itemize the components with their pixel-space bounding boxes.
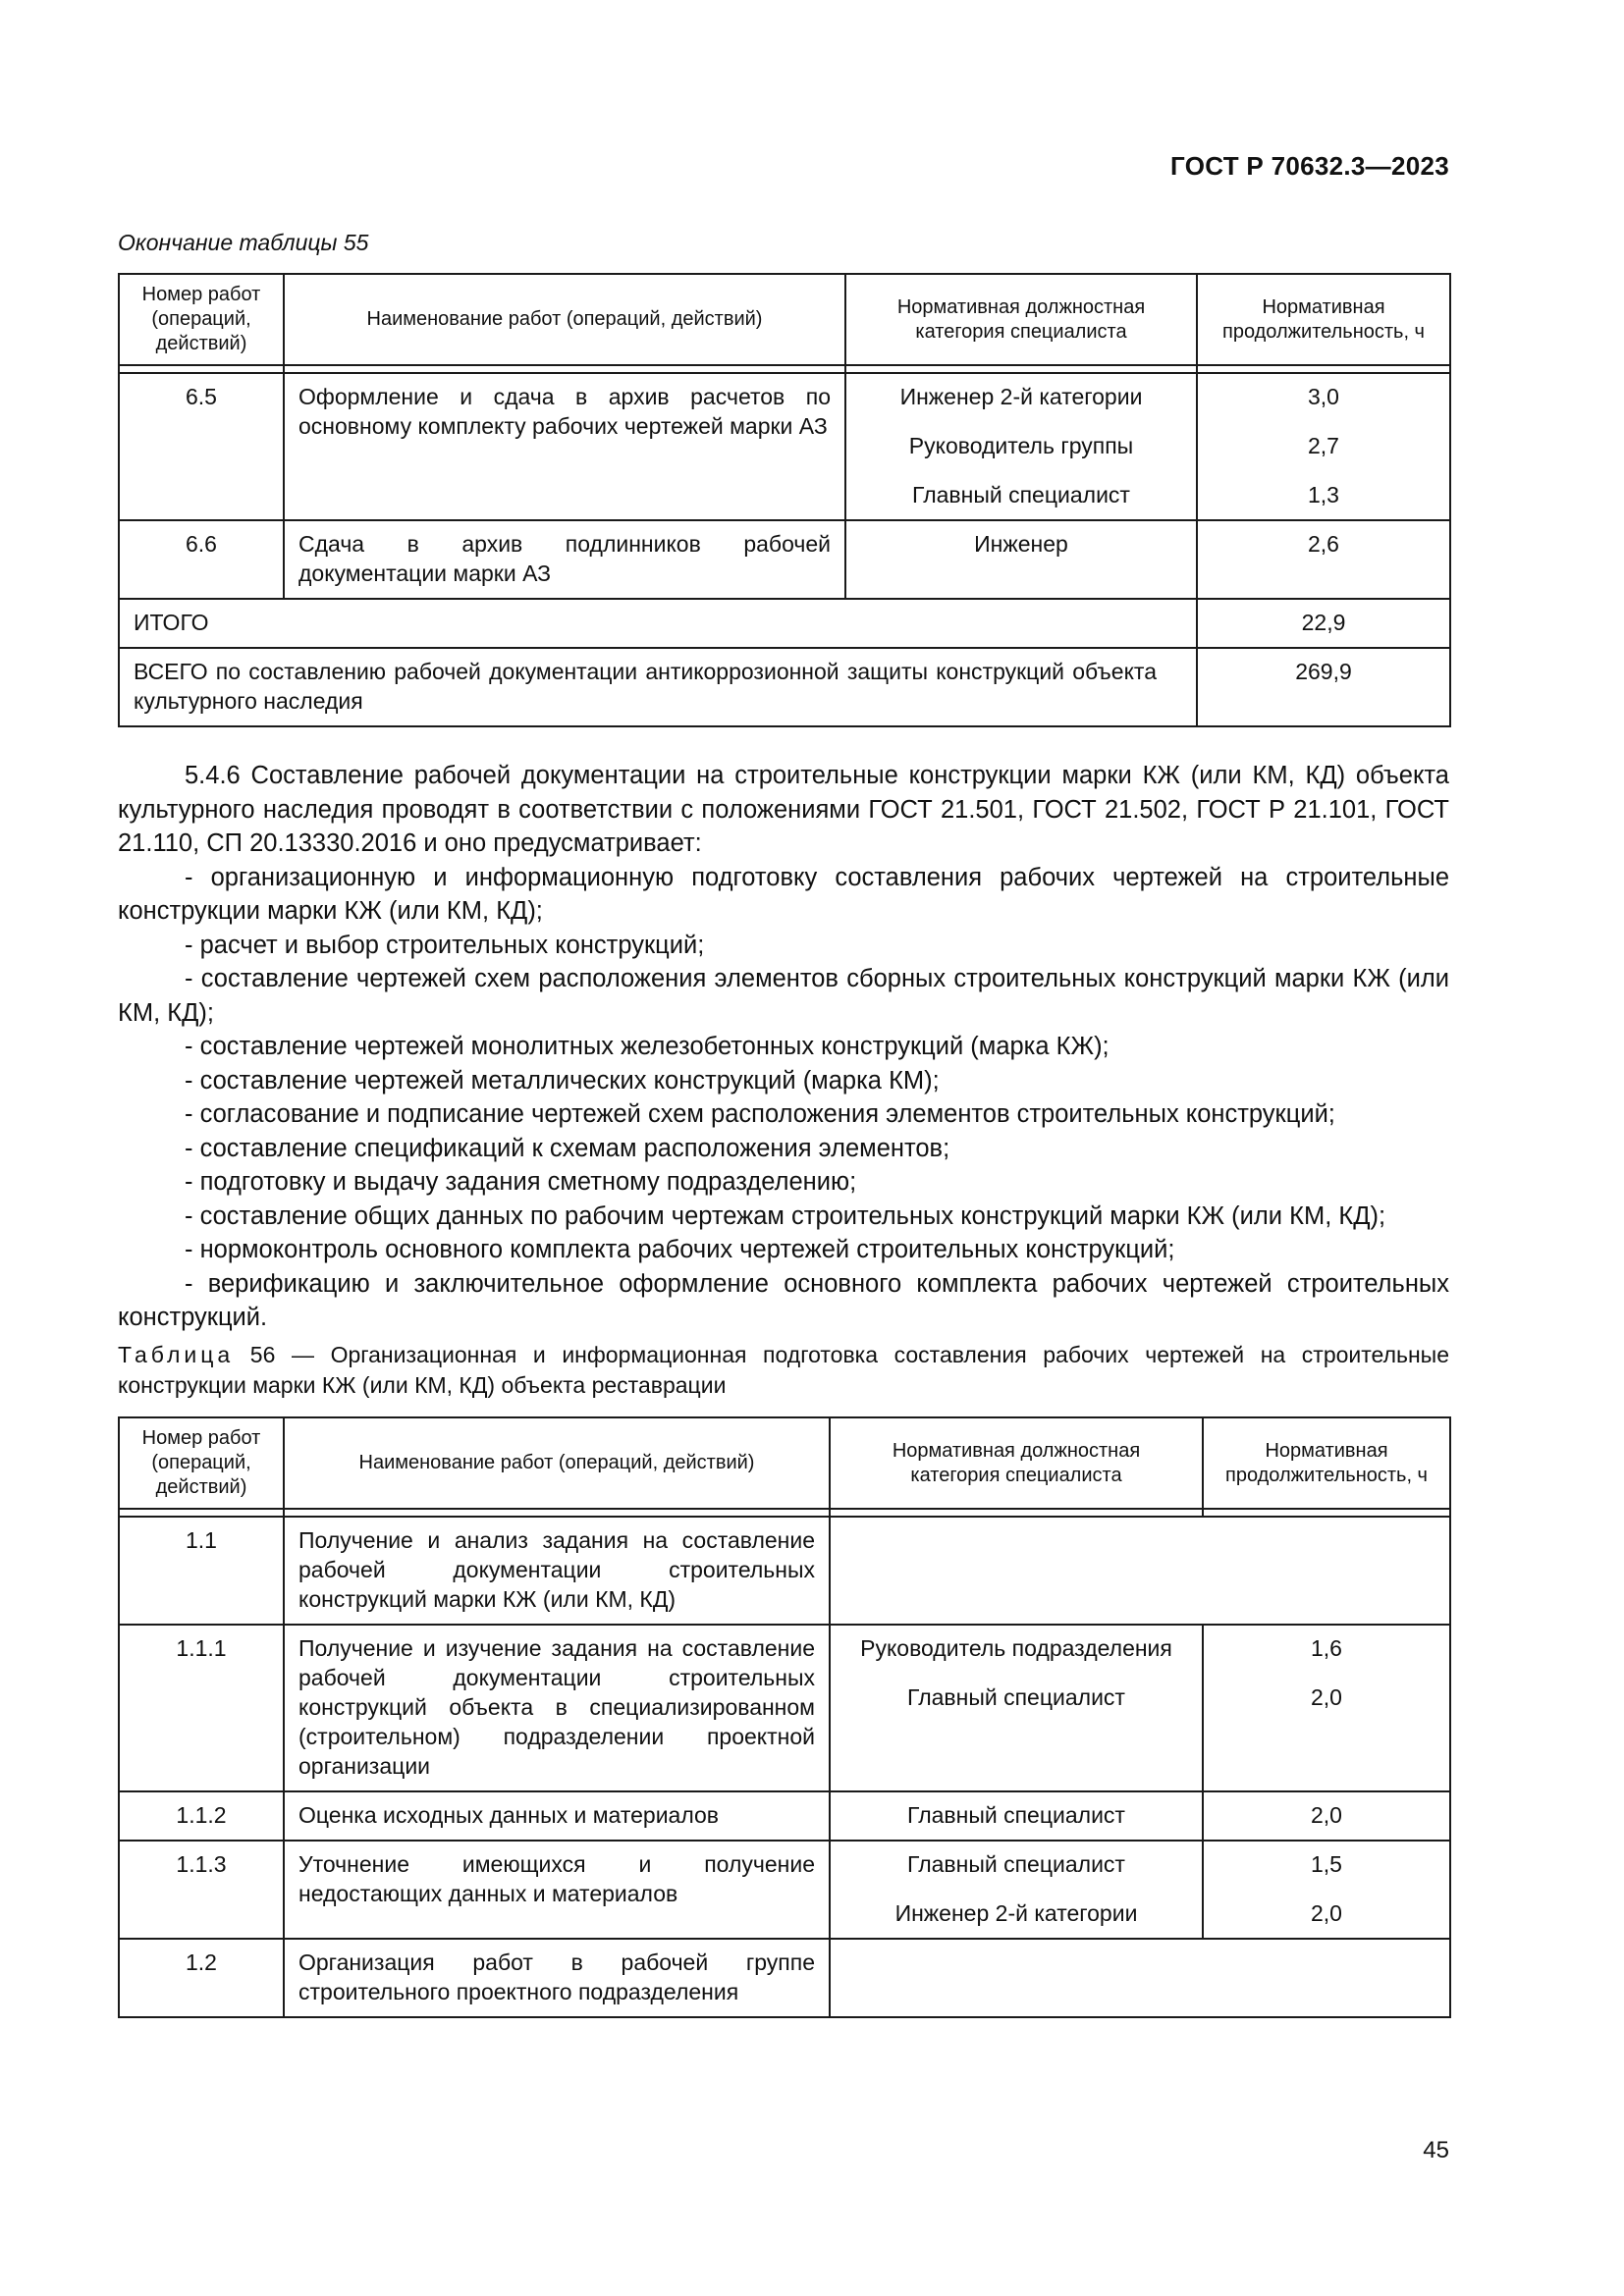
- table-row: [119, 1841, 1450, 1939]
- work-name: Организация работ в рабочей группе строительного проектного подразделения: [284, 1939, 830, 2017]
- table-55: [118, 273, 1451, 727]
- duration: 2,0: [1203, 1791, 1450, 1841]
- table-row: [119, 1625, 1450, 1791]
- work-number: 1.1.3: [119, 1841, 284, 1939]
- category-value: Инженер 2-й категории: [894, 1900, 1138, 1926]
- table-row: [119, 520, 1450, 599]
- table56-caption-label: Таблица: [118, 1342, 235, 1367]
- total-row: [119, 599, 1450, 648]
- work-name: Получение и анализ задания на составление рабочей документации строительных конструкций марки КЖ (или КМ, КД): [284, 1517, 830, 1625]
- list-item: - составление чертежей схем расположения элементов сборных строительных конструкций марки КЖ (или КМ, КД);: [118, 965, 1449, 1027]
- list-item: - составление чертежей металлических конструкций (марка КМ);: [185, 1066, 940, 1095]
- list-item: - нормоконтроль основного комплекта рабочих чертежей строительных конструкций;: [185, 1236, 1175, 1263]
- table-row: [119, 373, 1450, 520]
- specialist-category: [845, 373, 1197, 520]
- grand-total-row: [119, 648, 1450, 726]
- specialist-category: [830, 1841, 1203, 1939]
- table-56: [118, 1416, 1451, 2018]
- duration-value: 1,5: [1311, 1851, 1342, 1877]
- work-number: 1.1.2: [119, 1791, 284, 1841]
- work-number: 1.1.1: [119, 1625, 284, 1791]
- column-header: Нормативная продолжительность, ч: [1203, 1417, 1450, 1509]
- table56-caption: [118, 1340, 1449, 1401]
- column-header: Наименование работ (операций, действий): [284, 274, 845, 365]
- duration: [1203, 1625, 1450, 1791]
- category-value: Руководитель группы: [908, 433, 1134, 458]
- work-name: Оценка исходных данных и материалов: [284, 1791, 830, 1841]
- table-header-row: [119, 1417, 1450, 1509]
- section-intro: 5.4.6 Составление рабочей документации на строительные конструкции марки КЖ (или КМ, КД) объекта культурного наследия проводят в соответствии с положениями ГОСТ 21.501, ГОСТ 21.502, ГОСТ Р 21.101, ГОСТ 21.110, СП 20.13330.2016 и оно предусматривает:: [118, 762, 1449, 857]
- work-name: Уточнение имеющихся и получение недостающих данных и материалов: [284, 1841, 830, 1939]
- duration-value: 1,3: [1308, 482, 1339, 507]
- list-item: - организационную и информационную подготовку составления рабочих чертежей на строительные конструкции марки КЖ (или КМ, КД);: [118, 863, 1449, 925]
- duration-value: 2,0: [1311, 1900, 1342, 1926]
- list-item: - составление чертежей монолитных железобетонных конструкций (марка КЖ);: [185, 1033, 1110, 1060]
- empty-cell: [830, 1939, 1450, 2017]
- category-value: Главный специалист: [907, 1684, 1125, 1710]
- specialist-category: Инженер: [845, 520, 1197, 599]
- table56-caption-text: 56 — Организационная и информационная подготовка составления рабочих чертежей на строительные конструкции марки КЖ (или КМ, КД) объекта реставрации: [118, 1342, 1450, 1398]
- list-item: - согласование и подписание чертежей схем расположения элементов строительных конструкций;: [185, 1100, 1335, 1128]
- list-item: - подготовку и выдачу задания сметному подразделению;: [185, 1168, 857, 1196]
- empty-cell: [830, 1517, 1450, 1625]
- grand-total-label: ВСЕГО по составлению рабочей документации антикоррозионной защиты конструкций объекта культурного наследия: [119, 648, 1197, 726]
- duration-value: 1,6: [1311, 1635, 1342, 1661]
- duration: [1197, 373, 1450, 520]
- column-header: Номер работ (операций, действий): [119, 274, 284, 365]
- list-item: - составление спецификаций к схемам расположения элементов;: [185, 1134, 950, 1162]
- category-value: Руководитель подразделения: [860, 1635, 1172, 1661]
- category-value: Главный специалист: [907, 1851, 1125, 1877]
- specialist-category: Главный специалист: [830, 1791, 1203, 1841]
- duration-value: 2,7: [1308, 433, 1339, 458]
- list-item: - верификацию и заключительное оформление основного комплекта рабочих чертежей строительных конструкций.: [118, 1269, 1449, 1331]
- work-name: Получение и изучение задания на составление рабочей документации строительных конструкций объекта в специализированном (строительном) подразделении проектной организации: [284, 1625, 830, 1791]
- list-item: - составление общих данных по рабочим чертежам строительных конструкций марки КЖ (или КМ, КД);: [185, 1201, 1386, 1230]
- list-item: - расчет и выбор строительных конструкций;: [185, 931, 705, 959]
- work-number: 1.1: [119, 1517, 284, 1625]
- total-value: 22,9: [1197, 599, 1450, 648]
- document-code: ГОСТ Р 70632.3—2023: [1170, 151, 1449, 181]
- table-row: [119, 1791, 1450, 1841]
- work-number: 1.2: [119, 1939, 284, 2017]
- table55-caption: Окончание таблицы 55: [118, 230, 369, 255]
- duration: 2,6: [1197, 520, 1450, 599]
- grand-total-value: 269,9: [1197, 648, 1450, 726]
- work-number: 6.6: [119, 520, 284, 599]
- table-row: [119, 1517, 1450, 1625]
- specialist-category: [830, 1625, 1203, 1791]
- total-label: ИТОГО: [119, 599, 1197, 648]
- table-header-row: [119, 274, 1450, 365]
- column-header: Нормативная должностная категория специалиста: [830, 1417, 1203, 1509]
- work-name: Сдача в архив подлинников рабочей документации марки АЗ: [284, 520, 845, 599]
- duration-value: 3,0: [1308, 384, 1339, 409]
- duration-value: 2,0: [1311, 1684, 1342, 1710]
- column-header: Нормативная продолжительность, ч: [1197, 274, 1450, 365]
- work-number: 6.5: [119, 373, 284, 520]
- category-value: Инженер 2-й категории: [899, 384, 1143, 409]
- work-name: Оформление и сдача в архив расчетов по основному комплекту рабочих чертежей марки АЗ: [284, 373, 845, 520]
- page-number: 45: [1423, 2137, 1449, 2163]
- duration: [1203, 1841, 1450, 1939]
- table-row: [119, 1939, 1450, 2017]
- section-5-4-6: [118, 759, 1449, 1335]
- category-value: Главный специалист: [912, 482, 1130, 507]
- column-header: Номер работ (операций, действий): [119, 1417, 284, 1509]
- column-header: Наименование работ (операций, действий): [284, 1417, 830, 1509]
- column-header: Нормативная должностная категория специалиста: [845, 274, 1197, 365]
